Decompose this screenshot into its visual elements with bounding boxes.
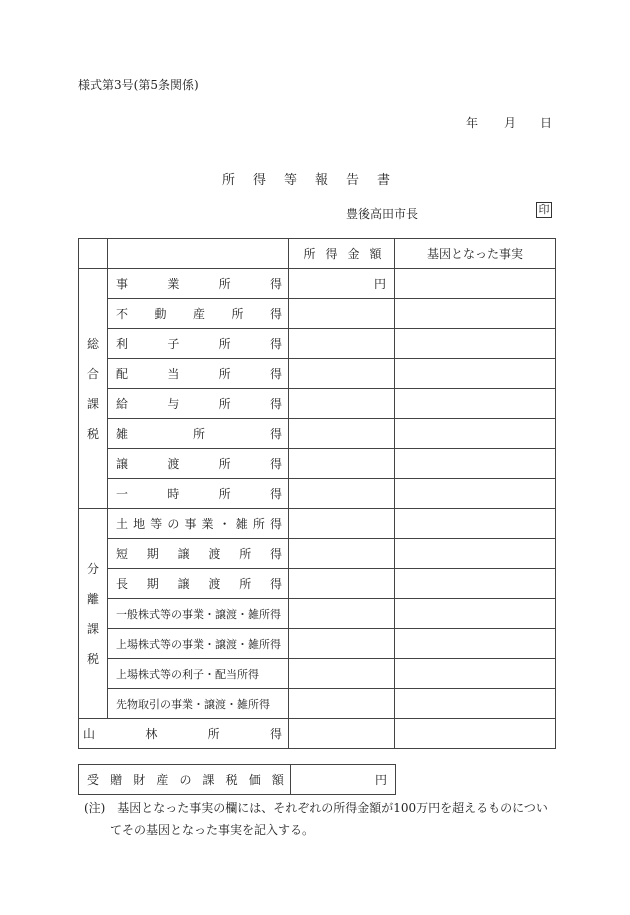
amount-cell[interactable] [289, 629, 395, 659]
forest-income-label: 山 林 所 得 [79, 719, 289, 749]
table-row [79, 389, 556, 419]
reason-cell[interactable] [395, 449, 556, 479]
income-table [78, 238, 556, 749]
reason-cell[interactable] [395, 359, 556, 389]
reason-cell[interactable] [395, 719, 556, 749]
gift-row [79, 765, 396, 795]
amount-cell[interactable] [289, 329, 395, 359]
gift-amount-cell[interactable]: 円 [291, 765, 396, 795]
amount-cell[interactable] [289, 689, 395, 719]
note-line-1: 基因となった事実の欄には、それぞれの所得金額が100万円を超えるものについ [117, 801, 548, 815]
note-line-2: てその基因となった事実を記入する。 [110, 823, 315, 837]
note-marker: (注) [84, 801, 106, 815]
reason-cell[interactable] [395, 479, 556, 509]
reason-cell[interactable] [395, 569, 556, 599]
income-type-label: 上場株式等の事業・譲渡・雑所得 [108, 629, 289, 659]
table-row [79, 539, 556, 569]
table-row [79, 509, 556, 539]
table-row [79, 449, 556, 479]
income-type-label: 一 時 所 得 [108, 479, 289, 509]
amount-cell[interactable] [289, 389, 395, 419]
table-row [79, 599, 556, 629]
income-type-label: 雑 所 得 [108, 419, 289, 449]
income-type-label: 土 地 等 の 事 業 ・ 雑 所 得 [108, 509, 289, 539]
date-year: 年 [466, 116, 479, 130]
income-type-label: 事 業 所 得 [108, 269, 289, 299]
income-type-label: 長 期 譲 渡 所 得 [108, 569, 289, 599]
table-row [79, 299, 556, 329]
reason-cell[interactable] [395, 629, 556, 659]
income-type-label: 配 当 所 得 [108, 359, 289, 389]
reason-cell[interactable] [395, 419, 556, 449]
table-row [79, 359, 556, 389]
reason-cell[interactable] [395, 299, 556, 329]
form-number: 様式第3号(第5条関係) [78, 78, 199, 92]
table-row [79, 269, 556, 299]
amount-cell[interactable] [289, 419, 395, 449]
table-row [79, 569, 556, 599]
amount-cell[interactable] [289, 449, 395, 479]
group-separate: 分 離 課 税 [79, 509, 108, 719]
addressee: 豊後高田市長 [346, 207, 419, 221]
table-row [79, 479, 556, 509]
reason-cell[interactable] [395, 269, 556, 299]
amount-cell[interactable] [289, 479, 395, 509]
amount-cell[interactable] [289, 359, 395, 389]
note [84, 797, 564, 841]
amount-cell[interactable] [289, 659, 395, 689]
reason-cell[interactable] [395, 389, 556, 419]
document-title: 所得等報告書 [221, 173, 408, 188]
amount-cell[interactable] [289, 569, 395, 599]
income-type-label: 上場株式等の利子・配当所得 [108, 659, 289, 689]
table-row [79, 689, 556, 719]
reason-cell[interactable] [395, 329, 556, 359]
amount-cell[interactable] [289, 539, 395, 569]
gift-table [78, 764, 396, 795]
table-row [79, 419, 556, 449]
reason-cell[interactable] [395, 689, 556, 719]
reason-cell[interactable] [395, 599, 556, 629]
header-blank-2 [108, 239, 289, 269]
reason-cell[interactable] [395, 659, 556, 689]
header-row [79, 239, 556, 269]
table-row [79, 329, 556, 359]
date-day: 日 [540, 116, 553, 130]
income-type-label: 不 動 産 所 得 [108, 299, 289, 329]
amount-cell[interactable] [289, 719, 395, 749]
table-row [79, 659, 556, 689]
income-type-label: 利 子 所 得 [108, 329, 289, 359]
group-general: 総 合 課 税 [79, 269, 108, 509]
income-type-label: 一般株式等の事業・譲渡・雑所得 [108, 599, 289, 629]
reason-cell[interactable] [395, 509, 556, 539]
date-month: 月 [504, 116, 517, 130]
amount-cell[interactable] [289, 509, 395, 539]
table-row [79, 629, 556, 659]
income-type-label: 給 与 所 得 [108, 389, 289, 419]
income-type-label: 先物取引の事業・譲渡・雑所得 [108, 689, 289, 719]
income-type-label: 譲 渡 所 得 [108, 449, 289, 479]
header-amount: 所 得 金 額 [289, 239, 395, 269]
amount-cell[interactable] [289, 599, 395, 629]
header-blank-1 [79, 239, 108, 269]
income-type-label: 短 期 譲 渡 所 得 [108, 539, 289, 569]
header-reason: 基因となった事実 [395, 239, 556, 269]
seal-mark: 印 [536, 202, 552, 218]
gift-label-cell: 受 贈 財 産 の 課 税 価 額 [79, 765, 291, 795]
amount-cell[interactable] [289, 299, 395, 329]
reason-cell[interactable] [395, 539, 556, 569]
amount-cell[interactable]: 円 [289, 269, 395, 299]
table-row [79, 719, 556, 749]
